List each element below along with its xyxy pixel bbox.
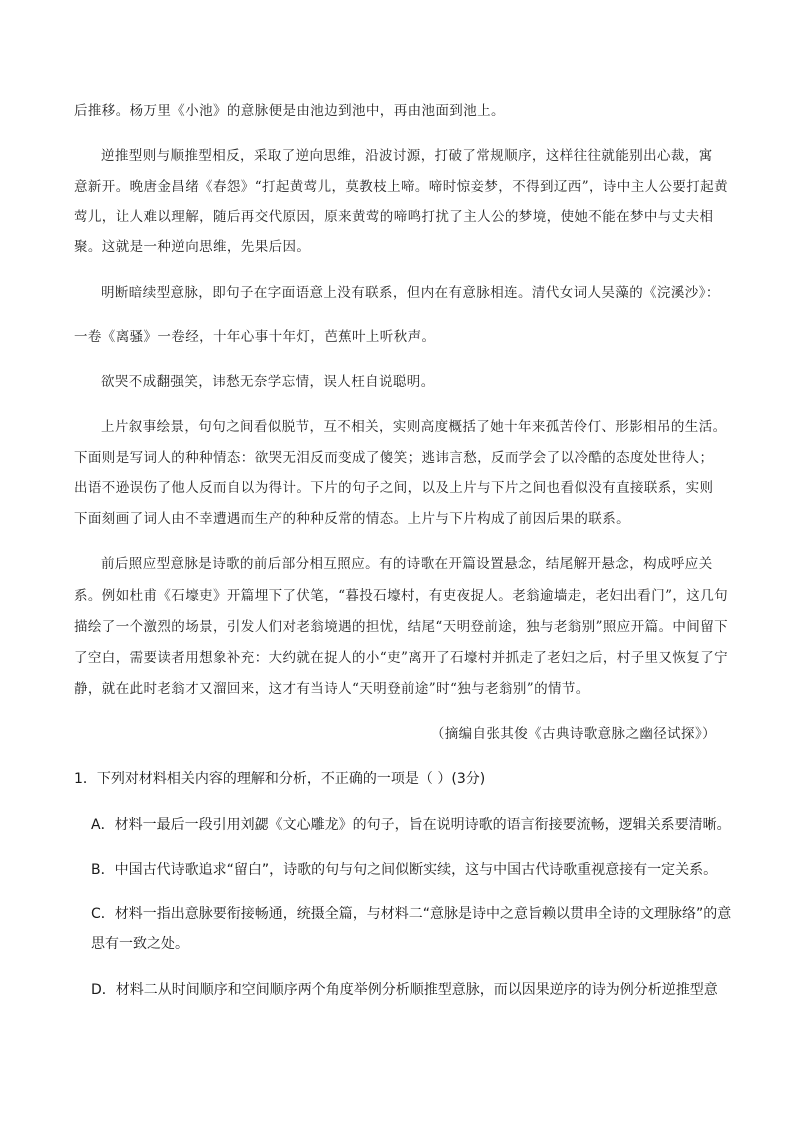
passage-line: 莺儿，让人难以理解，随后再交代原因，原来黄莺的啼鸣打扰了主人公的梦境，使她不能在梦中与丈夫相 <box>74 209 714 225</box>
option-a: A．材料一最后一段引用刘勰《文心雕龙》的句子，旨在说明诗歌的语言衔接要流畅，逻辑关系要清晰。 <box>91 817 731 833</box>
passage-line: 明断暗续型意脉，即句子在字面语意上没有联系，但内在有意脉相连。清代女词人吴藻的《浣溪沙》： <box>101 285 720 301</box>
passage-line: 了空白，需要读者用想象补充：大约就在捉人的小“吏”离开了石壕村并抓走了老妇之后，村子里又恢复了宁 <box>74 650 729 666</box>
passage-line: 意新开。晚唐金昌绪《春怨》“打起黄莺儿，莫教枝上啼。啼时惊妾梦，不得到辽西”，诗中主人公要打起黄 <box>74 179 729 195</box>
passage-line: 前后照应型意脉是诗歌的前后部分相互照应。有的诗歌在开篇设置悬念，结尾解开悬念，构成呼应关 <box>101 556 713 572</box>
poem-line: 一卷《离骚》一卷经，十年心事十年灯，芭蕉叶上听秋声。 <box>74 329 436 345</box>
source-attribution: （摘编自张其俊《古典诗歌意脉之幽径试探》） <box>430 726 716 742</box>
passage-line: 静，就在此时老翁才又溜回来，这才有当诗人“天明登前途”时“独与老翁别”的情节。 <box>74 681 590 697</box>
poem-line: 欲哭不成翻强笑，讳愁无奈学忘情，误人枉自说聪明。 <box>101 374 435 390</box>
passage-line: 出语不逊误伤了他人反而自以为得计。下片的句子之间，以及上片与下片之间也看似没有直接联系，实则 <box>74 480 714 496</box>
passage-line: 聚。这就是一种逆向思维，先果后因。 <box>74 239 311 255</box>
passage-line: 后推移。杨万里《小池》的意脉便是由池边到池中，再由池面到池上。 <box>74 103 505 119</box>
option-c: C．材料一指出意脉要衔接畅通，统摄全篇，与材料二“意脉是诗中之意旨赖以贯串全诗的文理脉络”的意 <box>91 906 732 922</box>
passage-line: 描绘了一个激烈的场景，引发人们对老翁境遇的担忧，结尾“天明登前途，独与老翁别”照应开篇。中间留下 <box>74 619 729 635</box>
passage-line: 上片叙事绘景，句句之间看似脱节，互不相关，实则高度概括了她十年来孤苦伶仃、形影相吊的生活。 <box>101 419 727 435</box>
option-c-continued: 思有一致之处。 <box>91 936 189 952</box>
passage-line: 下面则是写词人的种种情态：欲哭无泪反而变成了傻笑；逃讳言愁，反而学会了以冷酷的态度处世待人； <box>74 450 714 466</box>
option-b: B．中国古代诗歌追求“留白”，诗歌的句与句之间似断实续，这与中国古代诗歌重视意接有一定关系。 <box>91 862 718 878</box>
option-d: D．材料二从时间顺序和空间顺序两个角度举例分析顺推型意脉，而以因果逆序的诗为例分析逆推型意 <box>91 982 718 998</box>
passage-line: 下面刻画了词人由不幸遭遇而生产的种种反常的情态。上片与下片构成了前因后果的联系。 <box>74 511 630 527</box>
question-stem: 1．下列对材料相关内容的理解和分析，不正确的一项是（ ）(3分) <box>74 771 486 787</box>
passage-line: 逆推型则与顺推型相反，采取了逆向思维，沿波讨源，打破了常规顺序，这样往往就能别出心裁，寓 <box>101 148 713 164</box>
passage-line: 系。例如杜甫《石壕吏》开篇埋下了伏笔，“暮投石壕村，有吏夜捉人。老翁逾墙走，老妇出看门”，这几句 <box>74 588 729 604</box>
